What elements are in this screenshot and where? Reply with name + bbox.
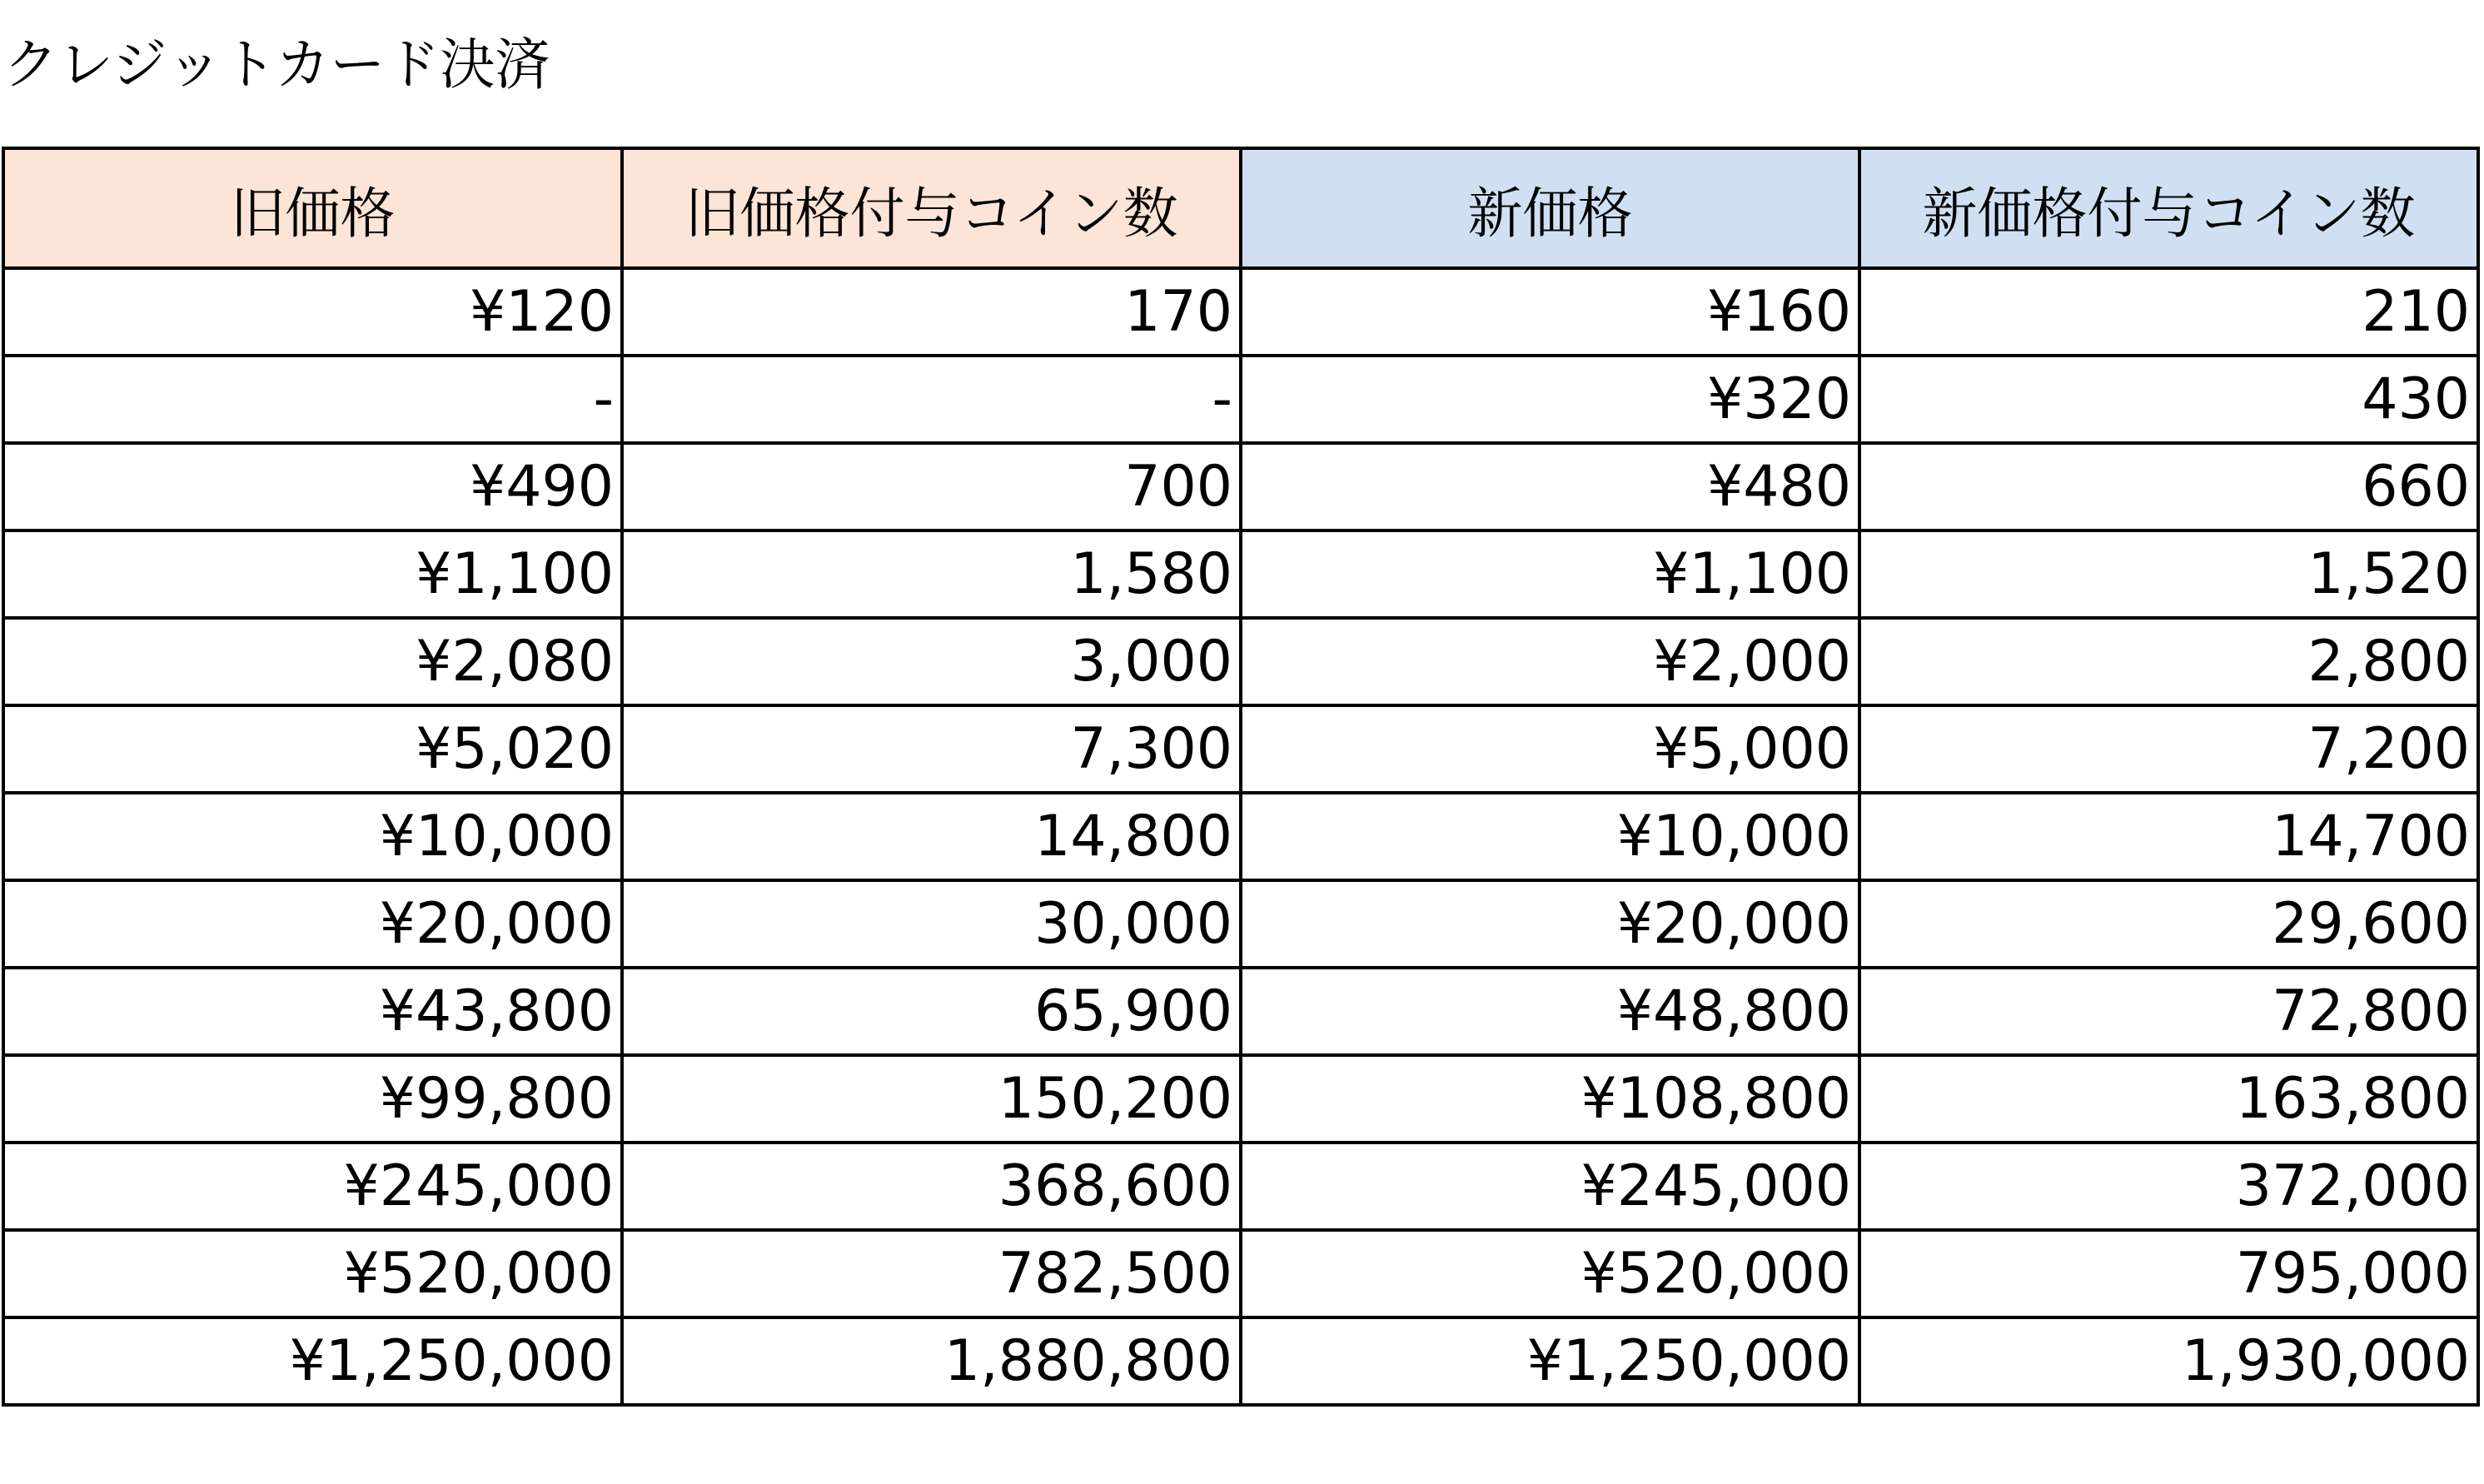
table-row bbox=[3, 968, 2478, 1055]
cell-old-price: - bbox=[3, 356, 622, 443]
cell-old-coins: 7,300 bbox=[622, 705, 1241, 793]
cell-old-price: ¥43,800 bbox=[3, 968, 622, 1055]
table-row bbox=[3, 880, 2478, 968]
cell-new-coins: 1,930,000 bbox=[1859, 1317, 2478, 1405]
table-row bbox=[3, 356, 2478, 443]
cell-old-price: ¥99,800 bbox=[3, 1055, 622, 1143]
table-row bbox=[3, 1055, 2478, 1143]
cell-old-price: ¥1,100 bbox=[3, 530, 622, 618]
table-row bbox=[3, 618, 2478, 705]
cell-new-price: ¥520,000 bbox=[1241, 1230, 1859, 1317]
table-row bbox=[3, 1143, 2478, 1230]
cell-new-coins: 2,800 bbox=[1859, 618, 2478, 705]
cell-new-price: ¥20,000 bbox=[1241, 880, 1859, 968]
cell-new-price: ¥10,000 bbox=[1241, 793, 1859, 880]
table-row bbox=[3, 530, 2478, 618]
cell-old-coins: 30,000 bbox=[622, 880, 1241, 968]
cell-old-price: ¥120 bbox=[3, 268, 622, 356]
cell-new-price: ¥1,250,000 bbox=[1241, 1317, 1859, 1405]
table-row bbox=[3, 443, 2478, 530]
cell-new-coins: 29,600 bbox=[1859, 880, 2478, 968]
cell-new-price: ¥48,800 bbox=[1241, 968, 1859, 1055]
cell-new-coins: 72,800 bbox=[1859, 968, 2478, 1055]
cell-new-price: ¥320 bbox=[1241, 356, 1859, 443]
cell-new-price: ¥1,100 bbox=[1241, 530, 1859, 618]
page-title: クレジットカード決済 bbox=[3, 32, 550, 97]
cell-new-coins: 430 bbox=[1859, 356, 2478, 443]
table-row bbox=[3, 1230, 2478, 1317]
table-row bbox=[3, 268, 2478, 356]
cell-old-coins: 14,800 bbox=[622, 793, 1241, 880]
cell-old-coins: 150,200 bbox=[622, 1055, 1241, 1143]
cell-old-price: ¥520,000 bbox=[3, 1230, 622, 1317]
table-row bbox=[3, 1317, 2478, 1405]
cell-new-price: ¥160 bbox=[1241, 268, 1859, 356]
cell-new-coins: 660 bbox=[1859, 443, 2478, 530]
cell-old-coins: - bbox=[622, 356, 1241, 443]
cell-new-price: ¥108,800 bbox=[1241, 1055, 1859, 1143]
cell-old-coins: 1,880,800 bbox=[622, 1317, 1241, 1405]
cell-new-coins: 7,200 bbox=[1859, 705, 2478, 793]
header-new-price: 新価格 bbox=[1241, 148, 1859, 268]
cell-new-price: ¥5,000 bbox=[1241, 705, 1859, 793]
cell-new-coins: 14,700 bbox=[1859, 793, 2478, 880]
cell-new-coins: 372,000 bbox=[1859, 1143, 2478, 1230]
cell-old-coins: 170 bbox=[622, 268, 1241, 356]
cell-old-price: ¥490 bbox=[3, 443, 622, 530]
cell-new-coins: 210 bbox=[1859, 268, 2478, 356]
cell-new-coins: 1,520 bbox=[1859, 530, 2478, 618]
cell-new-price: ¥245,000 bbox=[1241, 1143, 1859, 1230]
cell-new-coins: 795,000 bbox=[1859, 1230, 2478, 1317]
cell-old-price: ¥5,020 bbox=[3, 705, 622, 793]
cell-old-price: ¥10,000 bbox=[3, 793, 622, 880]
cell-old-price: ¥20,000 bbox=[3, 880, 622, 968]
cell-new-price: ¥480 bbox=[1241, 443, 1859, 530]
cell-old-coins: 368,600 bbox=[622, 1143, 1241, 1230]
cell-old-price: ¥2,080 bbox=[3, 618, 622, 705]
cell-new-price: ¥2,000 bbox=[1241, 618, 1859, 705]
table-header-row bbox=[3, 148, 2478, 268]
table-row bbox=[3, 793, 2478, 880]
price-table bbox=[2, 147, 2480, 1407]
cell-old-coins: 1,580 bbox=[622, 530, 1241, 618]
header-new-coins: 新価格付与コイン数 bbox=[1859, 148, 2478, 268]
cell-old-coins: 3,000 bbox=[622, 618, 1241, 705]
cell-old-price: ¥245,000 bbox=[3, 1143, 622, 1230]
cell-old-coins: 782,500 bbox=[622, 1230, 1241, 1317]
cell-new-coins: 163,800 bbox=[1859, 1055, 2478, 1143]
cell-old-price: ¥1,250,000 bbox=[3, 1317, 622, 1405]
header-old-coins: 旧価格付与コイン数 bbox=[622, 148, 1241, 268]
cell-old-coins: 65,900 bbox=[622, 968, 1241, 1055]
header-old-price: 旧価格 bbox=[3, 148, 622, 268]
table-row bbox=[3, 705, 2478, 793]
cell-old-coins: 700 bbox=[622, 443, 1241, 530]
